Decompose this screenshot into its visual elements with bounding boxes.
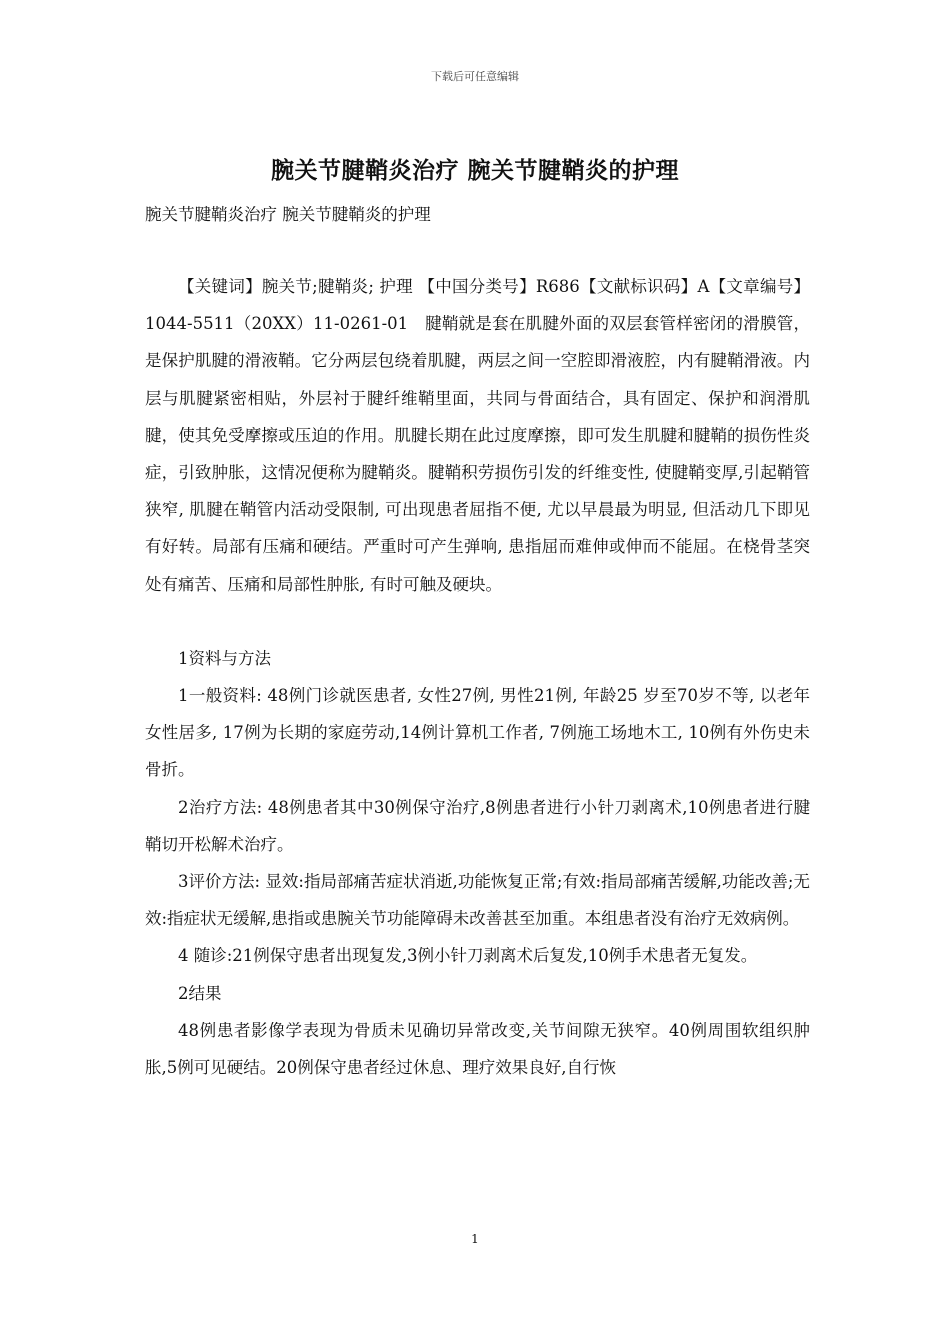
document-subtitle: 腕关节腱鞘炎治疗 腕关节腱鞘炎的护理 xyxy=(145,205,431,224)
page-number: 1 xyxy=(471,1232,479,1246)
paragraph-evaluation-method: 3评价方法: 显效:指局部痛苦症状消逝,功能恢复正常;有效:指局部痛苦缓解,功能改善;无效:指症状无缓解,患指或患腕关节功能障碍未改善甚至加重。本组患者没有治疗无效病例。 xyxy=(145,872,810,929)
header-note: 下载后可任意编辑 xyxy=(431,70,519,83)
paragraph-follow-up: 4 随诊:21例保守患者出现复发,3例小针刀剥离术后复发,10例手术患者无复发。 xyxy=(178,946,758,966)
section-heading-results: 2结果 xyxy=(178,983,222,1003)
paragraph-results: 48例患者影像学表现为骨质未见确切异常改变,关节间隙无狭窄。40例周围软组织肿胀,5例可见硬结。20例保守患者经过休息、理疗效果良好,自行恢 xyxy=(145,1020,810,1078)
paragraph-general-data: 1一般资料: 48例门诊就医患者, 女性27例, 男性21例, 年龄25 岁至70岁不等, 以老年女性居多, 17例为长期的家庭劳动,14例计算机工作者, 7例施工场地木工, 10例有外伤史未骨折。 xyxy=(145,686,810,780)
paragraph-abstract: 【关键词】腕关节;腱鞘炎; 护理 【中国分类号】R686【文献标识码】A【文章编号】1044-5511（20XX）11-0261-01 腱鞘就是套在肌腱外面的双层套管样密闭的滑膜管，是保护肌腱的滑液鞘。它分两层包绕着肌腱，两层之间一空腔即滑液腔，内有腱鞘滑液。内层与肌腱紧密相贴，外层衬于腱纤维鞘里面，共同与骨面结合，具有固定、保护和润滑肌腱，使其免受摩擦或压迫的作用。肌腱长期在此过度摩擦，即可发生肌腱和腱鞘的损伤性炎症，引致肿胀，这情况便称为腱鞘炎。腱鞘积劳损伤引发的纤维变性, 使腱鞘变厚,引起鞘管狭窄, 肌腱在鞘管内活动受限制, 可出现患者屈指不便, 尤以早晨最为明显, 但活动几下即见有好转。局部有压痛和硬结。严重时可产生弹响, 患指屈而难伸或伸而不能屈。在桡骨茎突处有痛苦、压痛和局部性肿胀, 有时可触及硬块。 xyxy=(145,277,810,594)
document-body xyxy=(145,268,810,1086)
section-heading-materials-methods: 1资料与方法 xyxy=(178,648,271,668)
paragraph-treatment-method: 2治疗方法: 48例患者其中30例保守治疗,8例患者进行小针刀剥离术,10例患者进行腱鞘切开松解术治疗。 xyxy=(145,797,810,854)
document-title: 腕关节腱鞘炎治疗 腕关节腱鞘炎的护理 xyxy=(270,157,679,184)
